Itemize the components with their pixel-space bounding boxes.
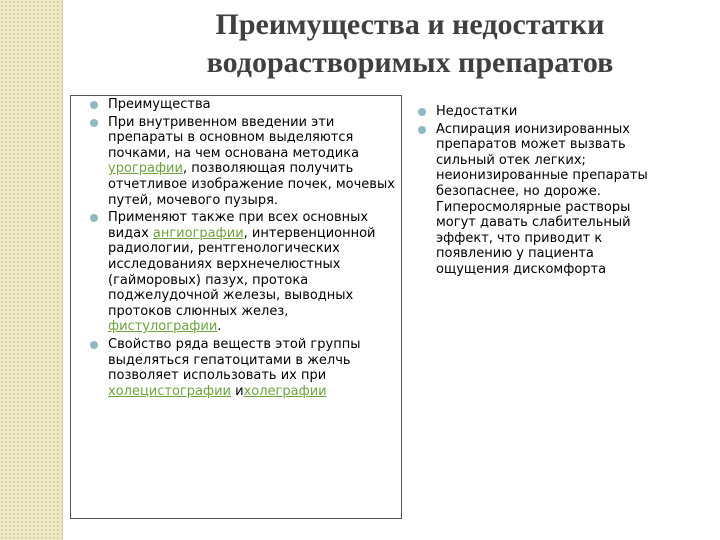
list-text: Аспирация ионизированных препаратов может вызвать сильный отек легких; неионизированные препараты безопаснее, но дороже. Гиперосмолярные растворы могут давать слабительный эффект, что приводит к появлению у пациента ощущения дискомфорта: [436, 121, 648, 277]
side-strip-divider: [62, 0, 63, 540]
bullet-dot-icon: [90, 119, 98, 127]
list-text: , позволяющая получить отчетливое изображение почек, мочевых путей, мочевого пузыря.: [108, 161, 395, 208]
list-item: [416, 104, 666, 120]
title-line-2: водорастворимых препаратов: [206, 46, 614, 79]
list-text: При внутривенном введении эти препараты в основном выделяются почками, на чем основана методика: [108, 114, 360, 161]
list-text: и: [231, 383, 244, 399]
advantages-list: [90, 97, 396, 401]
decorative-side-strip: [0, 0, 62, 540]
disadvantages-heading: Недостатки: [436, 104, 518, 119]
list-item: [416, 122, 666, 278]
fistulography-link[interactable]: фистулографии: [108, 319, 218, 335]
cholegraphy-link[interactable]: холеграфии: [243, 383, 327, 399]
angiography-link[interactable]: ангиографии: [152, 225, 244, 241]
bullet-dot-icon: [418, 126, 426, 134]
list-item: [90, 115, 396, 209]
urography-link[interactable]: урографии: [108, 161, 183, 177]
bullet-dot-icon: [90, 101, 98, 109]
slide-title: [120, 6, 700, 82]
list-text: , интервенционной радиологии, рентгенологических исследованиях верхнечелюстных (гайморовых) пазух, протока поджелудочной железы, выводных протоков слюнных желез,: [108, 225, 376, 319]
list-item: [90, 337, 396, 399]
list-item: [90, 210, 396, 335]
bullet-dot-icon: [418, 108, 426, 116]
bullet-dot-icon: [90, 341, 98, 349]
advantages-heading: Преимущества: [108, 97, 211, 112]
title-line-1: Преимущества и недостатки: [215, 8, 605, 41]
list-text: .: [217, 319, 222, 335]
list-text: Свойство ряда веществ этой группы выделяться гепатоцитами в желчь позволяет использовать их при: [108, 336, 361, 384]
list-text: Применяют также при всех основных видах: [108, 210, 369, 241]
list-item: [90, 97, 396, 113]
bullet-dot-icon: [90, 214, 98, 222]
cholecystography-link[interactable]: холецистографии: [108, 383, 231, 399]
disadvantages-list: [416, 104, 666, 280]
